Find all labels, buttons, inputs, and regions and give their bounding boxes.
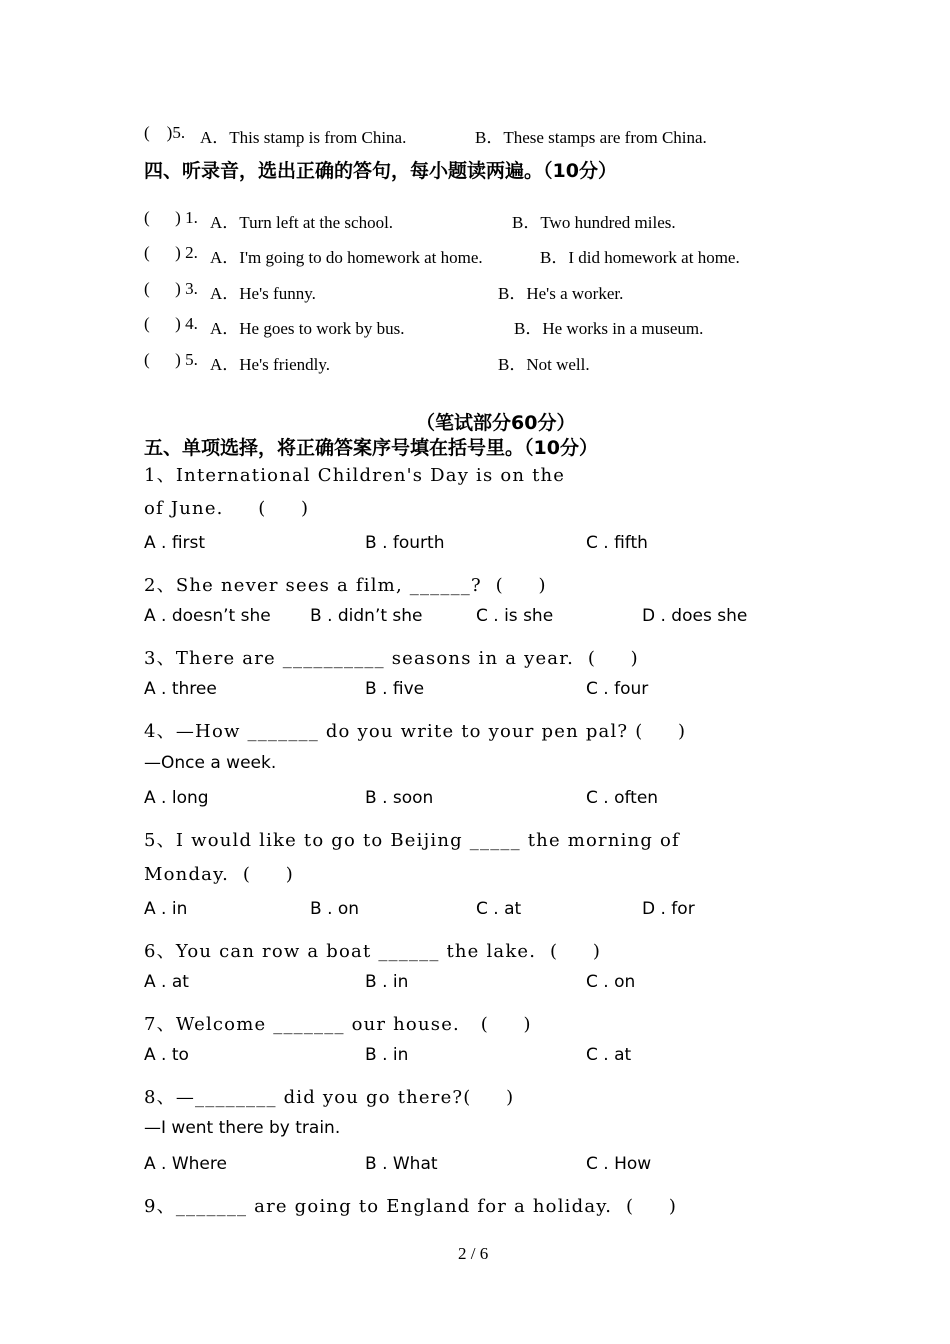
q5-stem-line1: 5、I would like to go to Beijing _____ the morning of <box>144 830 680 851</box>
q4-option-c: C . often <box>586 788 659 808</box>
s3-q5-option-b: B．These stamps are from China. <box>475 128 707 147</box>
q3-option-a: A . three <box>144 679 217 699</box>
s4-item-5-paren: ( ) 5. <box>144 350 198 369</box>
q4-stem-line2: —Once a week. <box>144 753 277 773</box>
q6-option-b: B . in <box>365 972 409 992</box>
q2-option-c: C . is she <box>476 606 554 626</box>
q2-option-d: D . does she <box>642 606 748 626</box>
s4-item-1-option-b: B．Two hundred miles. <box>512 213 676 232</box>
q4-option-b: B . soon <box>365 788 434 808</box>
section4-title: 四、听录音，选出正确的答句，每小题读两遍。（10分） <box>144 160 617 182</box>
section5-title: 五、单项选择，将正确答案序号填在括号里。（10分） <box>144 437 598 459</box>
q1-option-c: C . fifth <box>586 533 648 553</box>
q7-option-b: B . in <box>365 1045 409 1065</box>
s4-item-2-option-a: A．I'm going to do homework at home. <box>210 248 483 267</box>
s4-item-2-option-b: B．I did homework at home. <box>540 248 740 267</box>
q6-option-c: C . on <box>586 972 636 992</box>
q8-stem-line1: 8、—________ did you go there?( ) <box>144 1087 515 1108</box>
q2-stem: 2、She never sees a film, ______? ( ) <box>144 575 547 596</box>
q8-option-b: B . What <box>365 1154 438 1174</box>
q5-option-c: C . at <box>476 899 522 919</box>
q3-option-c: C . four <box>586 679 649 699</box>
s4-item-5-option-b: B．Not well. <box>498 355 590 374</box>
page-number: 2 / 6 <box>458 1244 489 1263</box>
q2-option-b: B . didn’t she <box>310 606 423 626</box>
q1-option-b: B . fourth <box>365 533 445 553</box>
q5-option-d: D . for <box>642 899 695 919</box>
s4-item-4-option-a: A．He goes to work by bus. <box>210 319 405 338</box>
q3-option-b: B . five <box>365 679 425 699</box>
q5-stem-line2: Monday. ( ) <box>144 864 294 885</box>
q5-option-b: B . on <box>310 899 360 919</box>
q3-stem: 3、There are __________ seasons in a year. ( ) <box>144 648 639 669</box>
s4-item-3-paren: ( ) 3. <box>144 279 198 298</box>
s4-item-2-paren: ( ) 2. <box>144 243 198 262</box>
s4-item-4-option-b: B．He works in a museum. <box>514 319 704 338</box>
q8-option-c: C . How <box>586 1154 652 1174</box>
s4-item-1-option-a: A．Turn left at the school. <box>210 213 394 232</box>
q8-stem-line2: —I went there by train. <box>144 1118 341 1138</box>
q1-stem-line1: 1、International Children's Day is on the <box>144 465 566 486</box>
q5-option-a: A . in <box>144 899 188 919</box>
q1-option-a: A . first <box>144 533 206 553</box>
q8-option-a: A . Where <box>144 1154 227 1174</box>
s4-item-3-option-a: A．He's funny. <box>210 284 316 303</box>
q4-stem-line1: 4、—How _______ do you write to your pen pal? ( ) <box>144 721 687 742</box>
s4-item-1-paren: ( ) 1. <box>144 208 198 227</box>
q9-stem: 9、_______ are going to England for a holiday. ( ) <box>144 1196 678 1217</box>
q7-option-c: C . at <box>586 1045 632 1065</box>
q6-option-a: A . at <box>144 972 189 992</box>
q7-stem: 7、Welcome _______ our house. ( ) <box>144 1014 532 1035</box>
s4-item-5-option-a: A．He's friendly. <box>210 355 330 374</box>
s3-q5-option-a: A．This stamp is from China. <box>200 128 407 147</box>
q2-option-a: A . doesn’t she <box>144 606 271 626</box>
written-part-heading: （笔试部分60分） <box>416 412 576 434</box>
q6-stem: 6、You can row a boat ______ the lake. ( ) <box>144 941 602 962</box>
s4-item-4-paren: ( ) 4. <box>144 314 198 333</box>
q4-option-a: A . long <box>144 788 209 808</box>
s4-item-3-option-b: B．He's a worker. <box>498 284 624 303</box>
q7-option-a: A . to <box>144 1045 189 1065</box>
s3-q5-paren: ( )5. <box>144 123 186 142</box>
q1-stem-line2: of June. ( ) <box>144 498 310 519</box>
